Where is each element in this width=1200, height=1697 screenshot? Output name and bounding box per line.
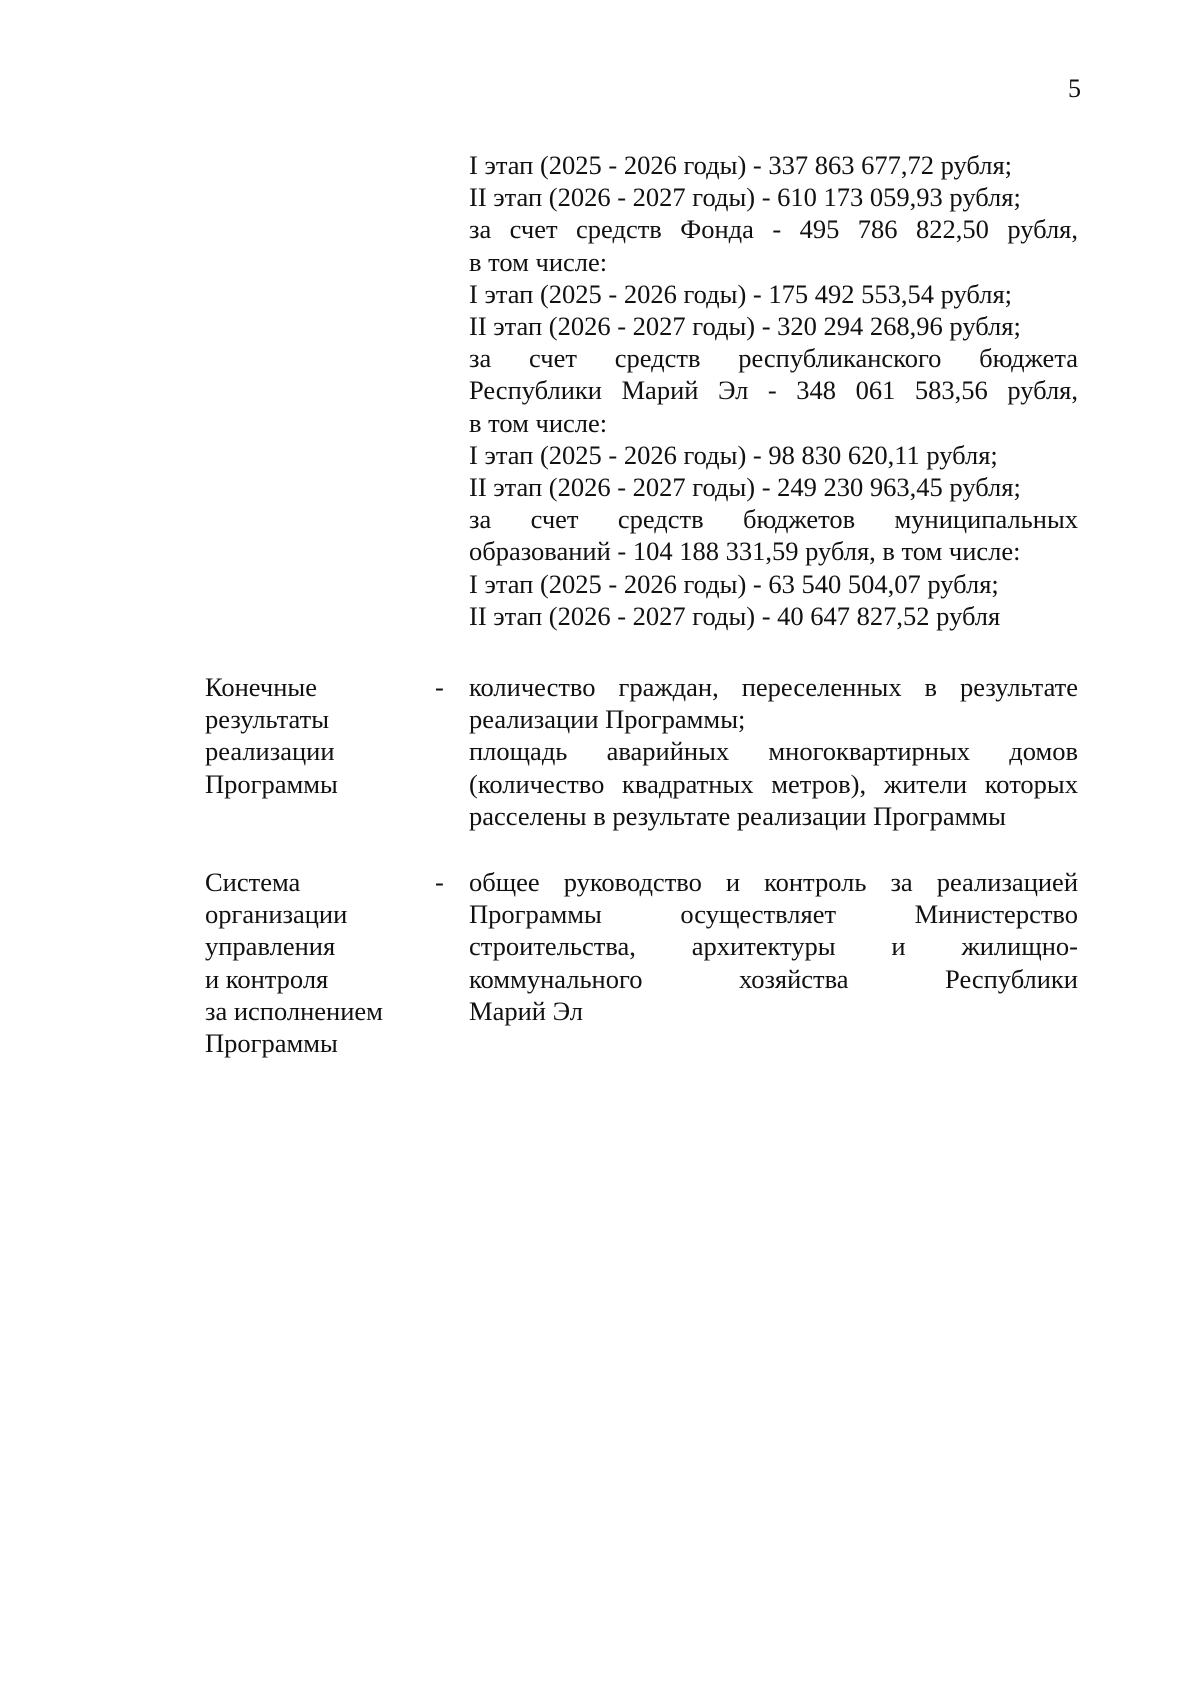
funding-line: II этап (2026 - 2027 годы) - 249 230 963,45 рубля; bbox=[469, 472, 1021, 503]
label-line: и контроля bbox=[205, 963, 329, 994]
funding-line: образований - 104 188 331,59 рубля, в том числе: bbox=[469, 536, 1021, 567]
label-line: управления bbox=[205, 931, 336, 962]
body-line: общее руководство и контроль за реализацией bbox=[469, 867, 1078, 897]
body-line: Марий Эл bbox=[469, 995, 583, 1026]
funding-line: в том числе: bbox=[469, 407, 608, 438]
body-line: количество граждан, переселенных в результате bbox=[469, 672, 1078, 702]
label-line: Система bbox=[205, 867, 301, 897]
funding-line: за счет средств бюджетов муниципальных bbox=[469, 504, 1078, 535]
funding-line: II этап (2026 - 2027 годы) - 40 647 827,52 рубля bbox=[469, 600, 1001, 631]
final-results-label bbox=[205, 671, 425, 800]
funding-line: за счет средств Фонда - 495 786 822,50 рубля, bbox=[469, 214, 1078, 245]
label-line: за исполнением bbox=[205, 995, 383, 1026]
funding-line: за счет средств республиканского бюджета bbox=[469, 343, 1078, 374]
body-line: (количество квадратных метров), жители которых bbox=[469, 768, 1078, 799]
final-results-text bbox=[469, 671, 1078, 832]
funding-line: I этап (2025 - 2026 годы) - 98 830 620,11 рубля; bbox=[469, 439, 998, 470]
body-line: площадь аварийных многоквартирных домов bbox=[469, 736, 1078, 767]
label-line: Программы bbox=[205, 1028, 338, 1059]
body-line: строительства, архитектуры и жилищно- bbox=[469, 931, 1078, 962]
label-line: реализации bbox=[205, 736, 335, 767]
management-system-label bbox=[205, 866, 425, 1059]
funding-line: I этап (2025 - 2026 годы) - 337 863 677,72 рубля; bbox=[469, 150, 1013, 180]
section-dash: - bbox=[435, 867, 444, 897]
funding-line: I этап (2025 - 2026 годы) - 175 492 553,54 рубля; bbox=[469, 278, 1013, 309]
section-dash: - bbox=[435, 672, 444, 702]
funding-breakdown bbox=[469, 149, 1078, 632]
body-line: расселены в результате реализации Программы bbox=[469, 800, 1006, 831]
body-line: реализации Программы; bbox=[469, 704, 746, 735]
management-system-text bbox=[469, 866, 1078, 1027]
label-line: результаты bbox=[205, 704, 329, 735]
page-number: 5 bbox=[1068, 74, 1081, 103]
funding-line: II этап (2026 - 2027 годы) - 320 294 268,96 рубля; bbox=[469, 311, 1021, 342]
funding-line: II этап (2026 - 2027 годы) - 610 173 059,93 рубля; bbox=[469, 182, 1021, 213]
body-line: коммунального хозяйства Республики bbox=[469, 963, 1078, 994]
funding-line: в том числе: bbox=[469, 246, 608, 277]
label-line: Конечные bbox=[205, 672, 317, 702]
label-line: организации bbox=[205, 899, 348, 930]
body-line: Программы осуществляет Министерство bbox=[469, 899, 1078, 930]
label-line: Программы bbox=[205, 768, 338, 799]
funding-line: Республики Марий Эл - 348 061 583,56 рубля, bbox=[469, 375, 1078, 406]
funding-line: I этап (2025 - 2026 годы) - 63 540 504,07 рубля; bbox=[469, 568, 999, 599]
